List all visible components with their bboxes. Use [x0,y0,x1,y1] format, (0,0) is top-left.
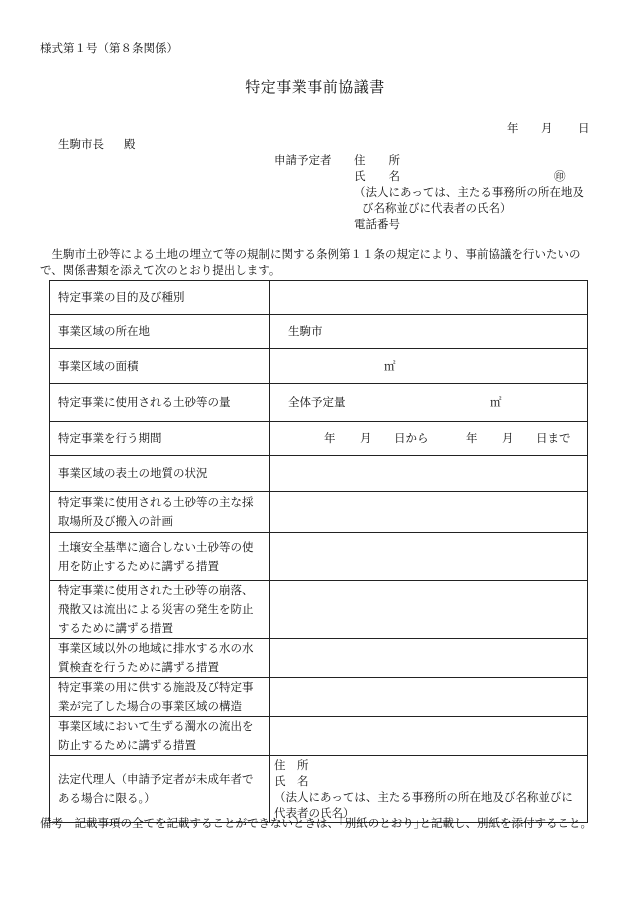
date-day: 日 [578,121,590,135]
period-start-day: 日から [394,431,429,445]
row-label-collection-plan: 特定事業に使用される土砂等の主な採取場所及び搬入の計画 [50,492,270,533]
row-value-turbid-water[interactable] [270,717,588,756]
row-value-site-structure[interactable] [270,678,588,717]
area-unit: ㎡ [384,359,396,373]
volume-unit: ㎡ [490,395,502,409]
table-row [50,422,588,456]
applicant-role: 申請予定者 [274,153,332,167]
row-value-collection-plan[interactable] [270,492,588,533]
seal-mark: ㊞ [554,169,566,183]
remarks-note: 備考 記載事項の全てを記載することができないときは、｢別紙のとおり｣と記載し、別紙を添付すること。 [40,816,592,830]
row-value-legal-representative[interactable] [270,756,588,823]
location-prefix: 生駒市 [288,324,323,338]
row-value-topsoil[interactable] [270,456,588,492]
applicant-name-label: 氏 名 [354,169,400,183]
applicant-phone-label: 電話番号 [354,217,400,231]
row-value-location[interactable] [270,315,588,349]
representative-note-line1: （法人にあっては、主たる事務所の所在地及び名称並びに [274,790,573,804]
addressee-honorific: 殿 [124,137,136,151]
table-row [50,533,588,581]
consultation-table [49,280,588,823]
addressee-name: 生駒市長 [58,137,104,151]
representative-name-label: 氏 名 [274,774,309,788]
row-label-turbid-water: 事業区域において生ずる濁水の流出を防止するために講ずる措置 [50,717,270,756]
applicant-note-line2: び名称並びに代表者の氏名） [362,201,512,215]
period-end-year: 年 [466,431,478,445]
period-end-month: 月 [502,431,514,445]
date-month: 月 [541,121,553,135]
row-label-topsoil: 事業区域の表土の地質の状況 [50,456,270,492]
row-label-disaster-prevention: 特定事業に使用された土砂等の崩落、飛散又は流出による災害の発生を防止するために講ずる措置 [50,581,270,639]
table-row [50,678,588,717]
table-row [50,492,588,533]
intro-paragraph: 生駒市土砂等による土地の埋立て等の規制に関する条例第１１条の規定により、事前協議を行いたいので、関係書類を添えて次のとおり提出します。 [40,247,581,277]
applicant-address-label: 住 所 [354,153,400,167]
table-row [50,639,588,678]
representative-address-label: 住 所 [274,758,309,772]
table-row [50,756,588,823]
table-row [50,281,588,315]
row-label-area: 事業区域の面積 [50,349,270,384]
period-end-day: 日まで [536,431,571,445]
row-label-period: 特定事業を行う期間 [50,422,270,456]
table-row [50,456,588,492]
date-year: 年 [507,121,519,135]
row-label-purpose: 特定事業の目的及び種別 [50,281,270,315]
table-row [50,315,588,349]
row-value-period[interactable] [270,422,588,456]
row-value-area[interactable] [270,349,588,384]
row-value-safety-standard[interactable] [270,533,588,581]
total-planned-label: 全体予定量 [288,395,346,409]
period-start-year: 年 [324,431,336,445]
row-label-location: 事業区域の所在地 [50,315,270,349]
table-row [50,581,588,639]
form-number: 様式第１号（第８条関係） [40,41,178,55]
period-start-month: 月 [360,431,372,445]
page-title: 特定事業事前協議書 [245,78,385,96]
table-row [50,349,588,384]
row-label-safety-standard: 土壌安全基準に適合しない土砂等の使用を防止するために講ずる措置 [50,533,270,581]
table-row [50,717,588,756]
applicant-note-line1: （法人にあっては、主たる事務所の所在地及 [354,185,584,199]
row-label-soil-volume: 特定事業に使用される土砂等の量 [50,384,270,422]
row-value-disaster-prevention[interactable] [270,581,588,639]
row-label-water-inspection: 事業区域以外の地域に排水する水の水質検査を行うために講ずる措置 [50,639,270,678]
row-value-soil-volume[interactable] [270,384,588,422]
representative-note-line2: 代表者の氏名） [274,806,355,820]
row-value-water-inspection[interactable] [270,639,588,678]
row-label-legal-representative: 法定代理人（申請予定者が未成年者である場合に限る。） [50,756,270,823]
table-row [50,384,588,422]
row-label-site-structure: 特定事業の用に供する施設及び特定事業が完了した場合の事業区域の構造 [50,678,270,717]
row-value-purpose[interactable] [270,281,588,315]
